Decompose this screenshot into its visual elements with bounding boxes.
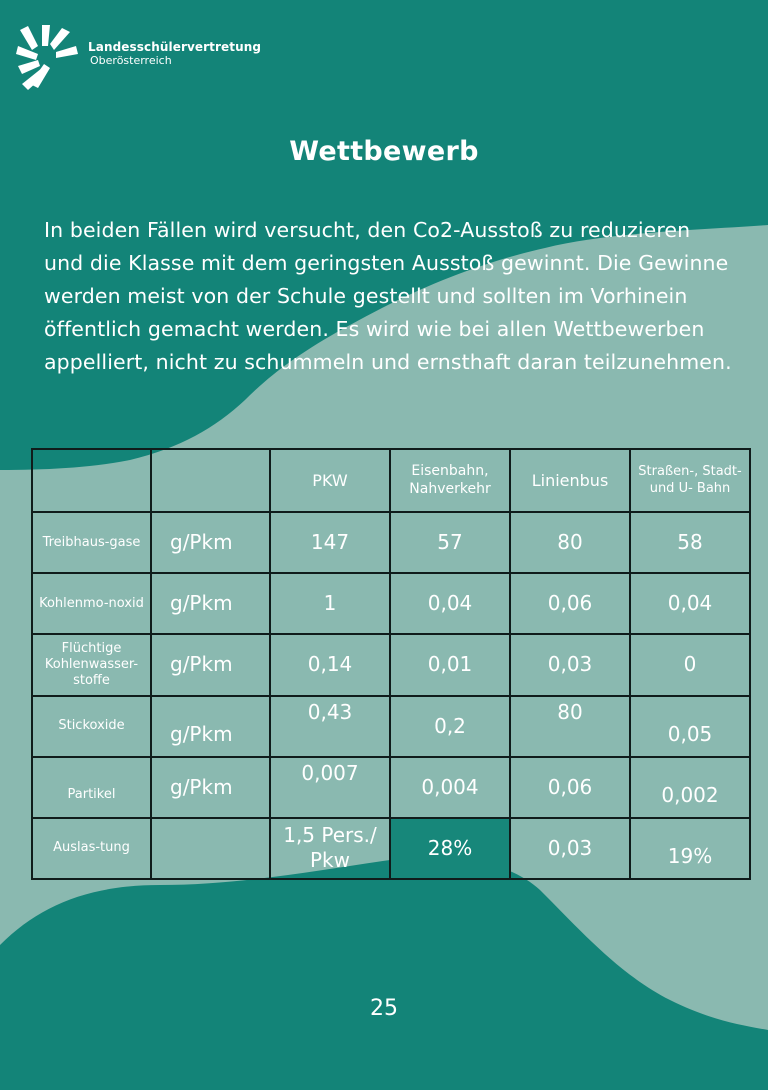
value-cell-bahn: 0,2 xyxy=(390,696,510,757)
value-cell-ubahn: 0,04 xyxy=(630,573,750,634)
value-cell-ubahn xyxy=(630,696,750,757)
table-row xyxy=(32,512,750,573)
unit-text: g/Pkm xyxy=(170,721,233,746)
value-cell-ubahn xyxy=(630,757,750,818)
value-cell-bus: 0,06 xyxy=(510,757,630,818)
value-text: 0,05 xyxy=(667,721,713,746)
value-text: 80 xyxy=(557,699,583,724)
value-cell-bahn: 0,004 xyxy=(390,757,510,818)
value-cell-pkw: 147 xyxy=(270,512,390,573)
unit-cell: g/Pkm xyxy=(151,634,270,695)
header-cell-linienbus: Linienbus xyxy=(510,449,630,512)
bottom-wave-shape xyxy=(0,857,768,1090)
unit-cell: g/Pkm xyxy=(151,573,270,634)
value-text: 0,007 xyxy=(301,760,359,785)
value-cell-bahn: 0,01 xyxy=(390,634,510,695)
row-label: Kohlenmo-noxid xyxy=(32,573,151,634)
value-cell-bus: 80 xyxy=(510,512,630,573)
unit-cell: g/Pkm xyxy=(151,757,270,818)
value-cell-bus: 0,03 xyxy=(510,634,630,695)
table-row xyxy=(32,573,750,634)
header-cell-empty xyxy=(151,449,270,512)
header-cell-empty xyxy=(32,449,151,512)
value-text: 0,43 xyxy=(307,699,353,724)
table-header-row xyxy=(32,449,750,512)
value-cell-pkw: 1,5 Pers./ Pkw xyxy=(270,818,390,879)
row-label: Treibhaus-gase xyxy=(32,512,151,573)
value-cell-bus xyxy=(510,696,630,757)
header-cell-pkw: PKW xyxy=(270,449,390,512)
row-label: Stickoxide xyxy=(32,696,151,757)
value-cell-bus: 0,06 xyxy=(510,573,630,634)
logo-subtitle: Oberösterreich xyxy=(90,54,172,67)
value-cell-bus: 0,03 xyxy=(510,818,630,879)
value-cell-ubahn: 0 xyxy=(630,634,750,695)
row-label: Flüchtige Kohlenwasser-stoffe xyxy=(32,634,151,695)
table-row xyxy=(32,634,750,695)
value-cell-ubahn xyxy=(630,818,750,879)
unit-cell xyxy=(151,818,270,879)
row-label: Auslas-tung xyxy=(32,818,151,879)
emissions-table xyxy=(31,448,751,880)
value-cell-pkw xyxy=(270,696,390,757)
table-row xyxy=(32,818,750,879)
body-paragraph: In beiden Fällen wird versucht, den Co2-Ausstoß zu reduzieren und die Klasse mit dem geringsten Ausstoß gewinnt. Die Gewinne werden meist von der Schule gestellt und sollten im Vorhinein öffentlich gemacht werden. Es wird wie bei allen Wettbewerben appelliert, nicht zu schummeln und ernsthaft daran teilzunehmen. xyxy=(44,218,732,374)
logo xyxy=(14,24,274,96)
unit-cell xyxy=(151,696,270,757)
page-title: Wettbewerb xyxy=(289,136,479,167)
value-cell-pkw: 0,14 xyxy=(270,634,390,695)
page-number: 25 xyxy=(370,996,398,1021)
value-cell-pkw: 1 xyxy=(270,573,390,634)
logo-title: Landesschülervertretung xyxy=(88,40,262,54)
label-text: Partikel xyxy=(67,787,116,803)
value-text: 0,002 xyxy=(661,782,719,807)
value-cell-bahn: 0,04 xyxy=(390,573,510,634)
value-text: 19% xyxy=(667,843,713,868)
value-cell-bahn: 28% xyxy=(390,818,510,879)
unit-cell: g/Pkm xyxy=(151,512,270,573)
value-cell-ubahn: 58 xyxy=(630,512,750,573)
value-cell-bahn: 57 xyxy=(390,512,510,573)
header-cell-ubahn: Straßen-, Stadt- und U- Bahn xyxy=(630,449,750,512)
snowflake-burst-logo-icon xyxy=(14,24,82,92)
header-cell-eisenbahn: Eisenbahn, Nahverkehr xyxy=(390,449,510,512)
table-row xyxy=(32,757,750,818)
table-row xyxy=(32,696,750,757)
value-cell-pkw xyxy=(270,757,390,818)
row-label xyxy=(32,757,151,818)
